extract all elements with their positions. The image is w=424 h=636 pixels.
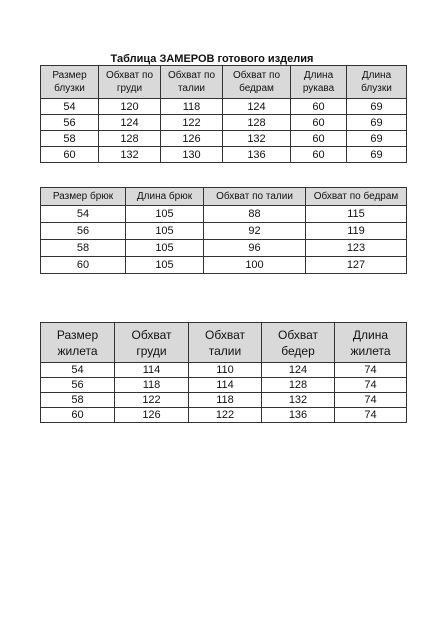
blouse-measurements-table	[40, 65, 407, 163]
table-header-row	[41, 188, 407, 206]
table-cell: 124	[223, 99, 291, 115]
table-cell: 128	[99, 131, 161, 147]
table-cell: 105	[126, 257, 204, 274]
table-row	[41, 378, 407, 393]
table-row	[41, 240, 407, 257]
table-row	[41, 257, 407, 274]
table-cell: 132	[262, 393, 335, 408]
table-cell: 110	[189, 363, 262, 378]
table-cell: 88	[204, 206, 306, 223]
table-cell: 74	[335, 378, 407, 393]
table-row	[41, 115, 407, 131]
table-cell: 69	[347, 115, 407, 131]
table-cell: 122	[115, 393, 189, 408]
table-cell: 118	[161, 99, 223, 115]
table-row	[41, 206, 407, 223]
header-cell: Размер жилета	[41, 323, 115, 363]
table-cell: 69	[347, 99, 407, 115]
table-cell: 126	[115, 408, 189, 423]
header-cell: Длина жилета	[335, 323, 407, 363]
table-header-row	[41, 66, 407, 99]
header-cell: Обхват по бедрам	[306, 188, 407, 206]
table-cell: 60	[41, 147, 99, 163]
table-cell: 132	[99, 147, 161, 163]
table-cell: 58	[41, 393, 115, 408]
table-cell: 115	[306, 206, 407, 223]
table-cell: 100	[204, 257, 306, 274]
table-cell: 60	[291, 115, 347, 131]
table-cell: 120	[99, 99, 161, 115]
vest-measurements-table	[40, 322, 407, 423]
table-cell: 69	[347, 147, 407, 163]
table-cell: 132	[223, 131, 291, 147]
table-cell: 118	[115, 378, 189, 393]
table-cell: 136	[262, 408, 335, 423]
table-cell: 54	[41, 99, 99, 115]
table-cell: 124	[262, 363, 335, 378]
header-cell: Длина рукава	[291, 66, 347, 99]
table-cell: 54	[41, 206, 126, 223]
table-cell: 118	[189, 393, 262, 408]
table-cell: 128	[262, 378, 335, 393]
table-cell: 122	[161, 115, 223, 131]
table-row	[41, 393, 407, 408]
table-cell: 105	[126, 240, 204, 257]
header-cell: Обхват по бедрам	[223, 66, 291, 99]
table-cell: 69	[347, 131, 407, 147]
table-cell: 54	[41, 363, 115, 378]
table-cell: 96	[204, 240, 306, 257]
header-cell: Размер блузки	[41, 66, 99, 99]
table-cell: 56	[41, 378, 115, 393]
table-cell: 60	[41, 408, 115, 423]
table-header-row	[41, 323, 407, 363]
table-cell: 60	[291, 131, 347, 147]
header-cell: Обхват по талии	[161, 66, 223, 99]
table-cell: 60	[41, 257, 126, 274]
table-row	[41, 408, 407, 423]
table-row	[41, 131, 407, 147]
table-cell: 56	[41, 223, 126, 240]
table-cell: 127	[306, 257, 407, 274]
header-cell: Длина брюк	[126, 188, 204, 206]
table-cell: 130	[161, 147, 223, 163]
table-cell: 74	[335, 363, 407, 378]
table-row	[41, 147, 407, 163]
table-cell: 105	[126, 223, 204, 240]
table-cell: 114	[189, 378, 262, 393]
table-cell: 105	[126, 206, 204, 223]
table-cell: 74	[335, 408, 407, 423]
table-cell: 123	[306, 240, 407, 257]
header-cell: Обхват по талии	[204, 188, 306, 206]
table-cell: 92	[204, 223, 306, 240]
table-cell: 136	[223, 147, 291, 163]
table-cell: 114	[115, 363, 189, 378]
table-cell: 58	[41, 240, 126, 257]
table-cell: 56	[41, 115, 99, 131]
table-cell: 58	[41, 131, 99, 147]
table-row	[41, 363, 407, 378]
trousers-measurements-table	[40, 187, 407, 274]
header-cell: Обхват по груди	[99, 66, 161, 99]
table-cell: 124	[99, 115, 161, 131]
table-cell: 119	[306, 223, 407, 240]
table-row	[41, 99, 407, 115]
table-cell: 126	[161, 131, 223, 147]
page-title: Таблица ЗАМЕРОВ готового изделия	[110, 53, 314, 65]
header-cell: Обхват талии	[189, 323, 262, 363]
table-cell: 74	[335, 393, 407, 408]
header-cell: Обхват груди	[115, 323, 189, 363]
table-row	[41, 223, 407, 240]
header-cell: Длина блузки	[347, 66, 407, 99]
header-cell: Размер брюк	[41, 188, 126, 206]
header-cell: Обхват бедер	[262, 323, 335, 363]
table-cell: 122	[189, 408, 262, 423]
table-cell: 60	[291, 147, 347, 163]
table-cell: 128	[223, 115, 291, 131]
table-cell: 60	[291, 99, 347, 115]
